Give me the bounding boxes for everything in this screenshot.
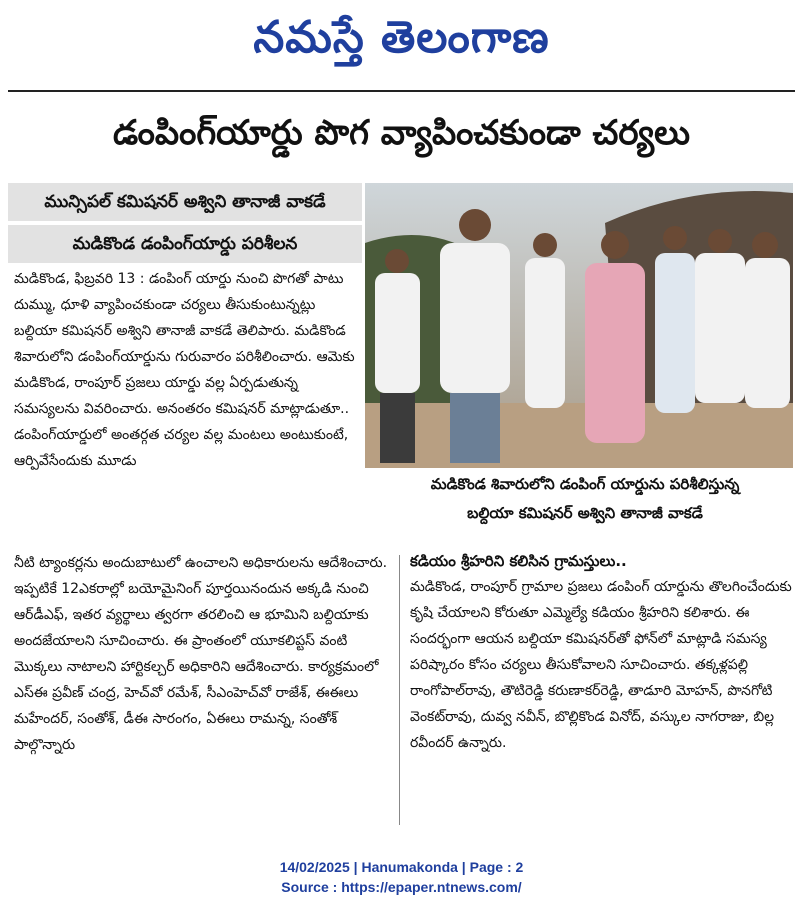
edition-info: 14/02/2025 | Hanumakonda | Page : 2 <box>279 859 524 875</box>
article-headline: డంపింగ్‌యార్డు పొగ వ్యాపించకుండా చర్యలు <box>113 113 690 153</box>
column-divider <box>399 555 400 825</box>
source-link[interactable]: Source : https://epaper.ntnews.com/ <box>281 879 522 895</box>
deck-commissioner: మున్సిపల్ కమిషనర్ అశ్విని తానాజీ వాకడే <box>8 183 362 221</box>
inspection-photo-illustration <box>365 183 793 468</box>
article-body-left <box>14 266 358 474</box>
newspaper-masthead: నమస్తే తెలంగాణ <box>253 12 550 63</box>
photo-caption <box>380 470 790 528</box>
article-photo <box>365 183 793 468</box>
photo-caption-line: బల్దియా కమిషనర్ అశ్విని తానాజీ వాకడే <box>467 504 703 522</box>
masthead-divider <box>8 90 795 92</box>
photo-caption-line: మడికొండ శివారులోని డంపింగ్ యార్డును పరిశీలిస్తున్న <box>430 475 740 493</box>
article-subhead: కడియం శ్రీహరిని కలిసిన గ్రామస్తులు.. <box>410 552 627 570</box>
article-body-right: మడికొండ, రాంపూర్ గ్రామాల ప్రజలు డంపింగ్ యార్డును తొలగించేందుకు కృషి చేయాలని కోరుతూ ఎమ్మెల్యే కడియం శ్రీహరిని కలిశారు. ఈ సందర్భంగా ఆయన బల్దియా కమిషనర్‌తో ఫోన్‌లో మాట్లాడి సమస్య పరిష్కారం కోసం చర్యలు తీసుకోవాలని సూచించారు. తక్కళ్లపల్లి రాంగోపాల్‌రావు, తౌటిరెడ్డి కరుణాకర్‌రెడ్డి, తాడూరి మోహన్, పొనగోటి వెంకట్‌రావు, దువ్వ నవీన్, బొల్లికొండ వినోద్, వస్కుల నాగరాజు, బిల్ల రవీందర్ ఉన్నారు. <box>410 579 792 751</box>
deck-inspection: మడికొండ డంపింగ్‌యార్డు పరిశీలన <box>8 225 362 263</box>
article-paragraph: మడికొండ, ఫిబ్రవరి 13 : డంపింగ్ యార్డు నుంచి పొగతో పాటు దుమ్ము, ధూళి వ్యాపించకుండా చర్యలు తీసుకుంటున్నట్లు బల్దియా కమిషనర్ అశ్విని తానాజీ వాకడే తెలిపారు. మడికొండ శివారులోని డంపింగ్‌యార్డును గురువారం పరిశీలించారు. ఆమెకు మడికొండ, రాంపూర్ ప్రజలు యార్డు వల్ల ఏర్పడుతున్న సమస్యలను వివరించారు. అనంతరం కమిషనర్ మాట్లాడుతూ.. డంపింగ్‌యార్డులో అంతర్గత చర్యల వల్ల మంటలు అంటుకుంటే, ఆర్పివేసేందుకు మూడు <box>14 271 355 469</box>
article-body-continued: నీటి ట్యాంకర్లను అందుబాటులో ఉంచాలని అధికారులను ఆదేశించారు. ఇప్పటికే 12ఎకరాల్లో బయోమైనింగ్ పూర్తయినందున అక్కడి నుంచి ఆర్‌డీఎఫ్, ఇతర వ్యర్థాలు త్వరగా తరలించి ఆ భూమిని బల్దియాకు అందజేయాలని సూచించారు. ఈ ప్రాంతంలో యూకలిప్టస్ వంటి మొక్కలు నాటాలని హార్టికల్చర్ అధికారిని ఆదేశించారు. కార్యక్రమంలో ఎస్ఈ ప్రవీణ్ చంద్ర, హెచ్‌వో రమేశ్, సీఎంహెచ్‌వో రాజేశ్, ఈఈలు మహేందర్, సంతోశ్, డీఈ సారంగం, ఏఈలు రామన్న, సంతోశ్ పాల్గొన్నారు <box>14 555 388 753</box>
